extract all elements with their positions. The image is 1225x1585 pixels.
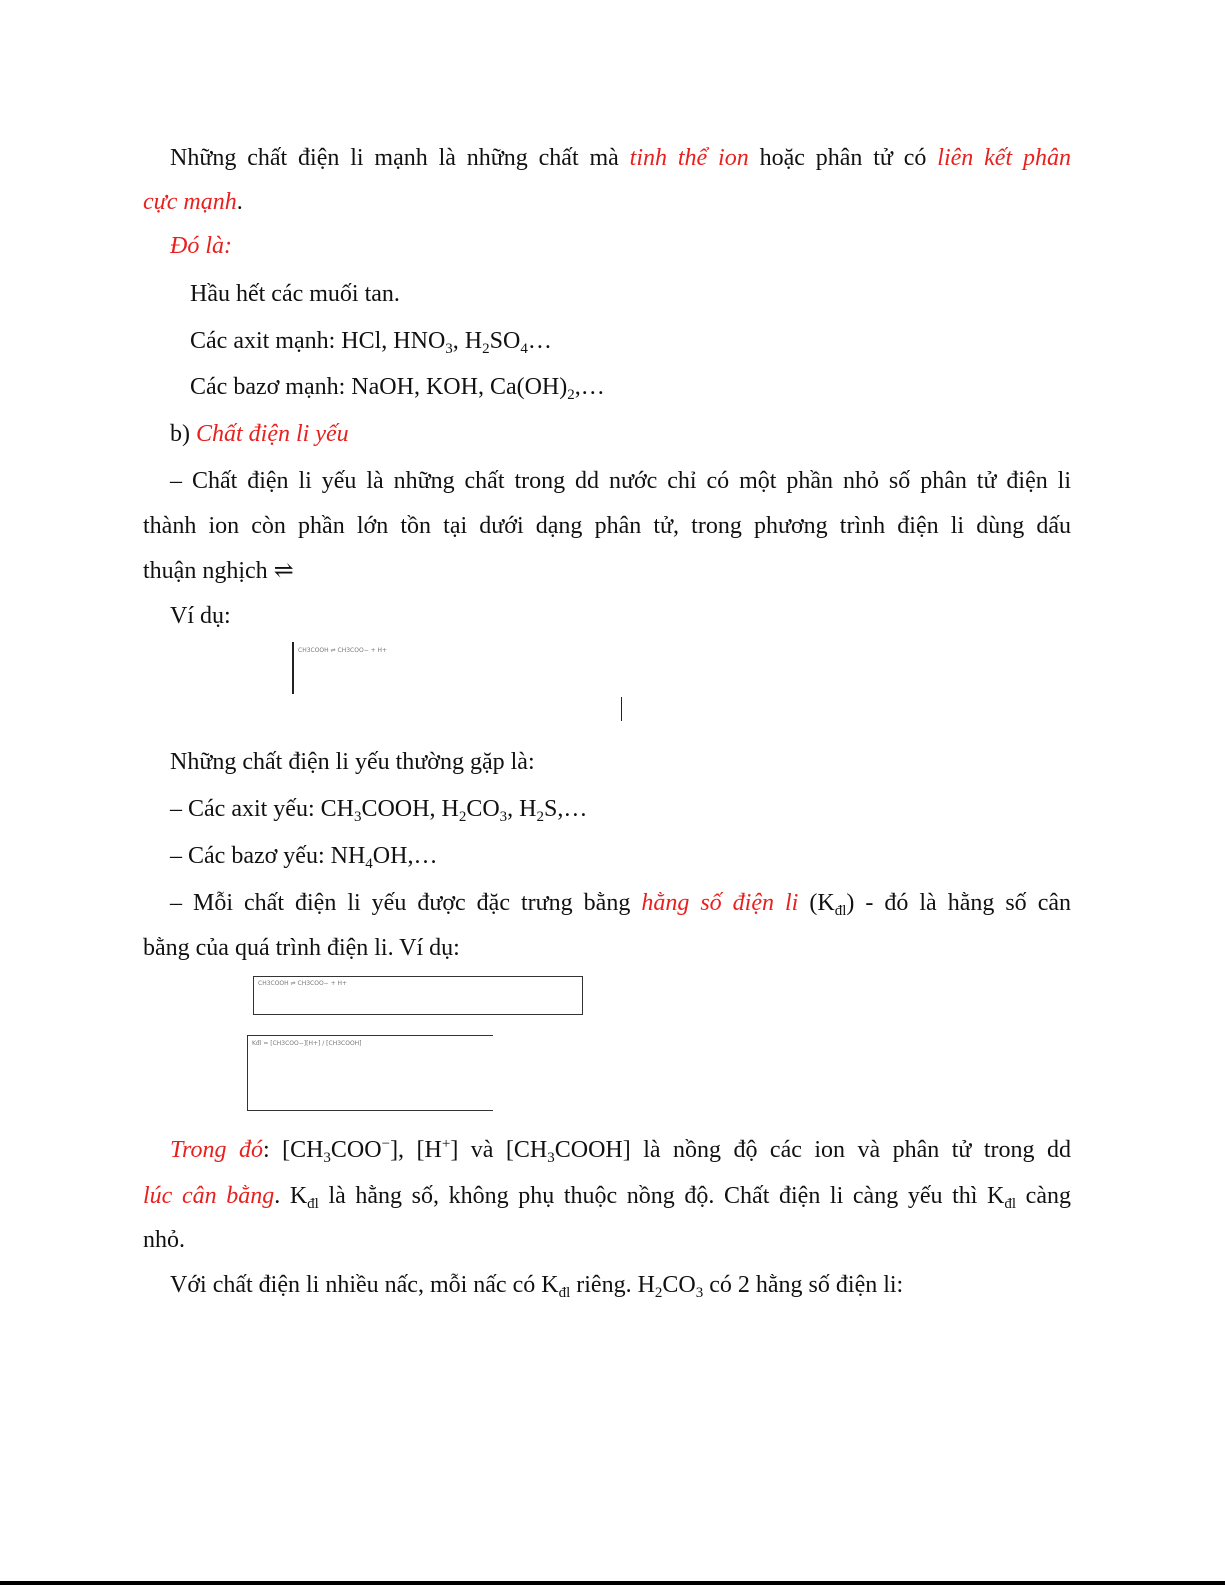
text: Các axit mạnh: HCl, HNO [190,328,446,354]
heading-weak-electrolytes [170,419,1098,449]
subscript: 3 [547,1150,555,1166]
superscript: + [441,1136,451,1152]
text: COO [330,1137,382,1163]
paragraph-dissociation-constant [170,888,1071,918]
common-weak-heading: Những chất điện li yếu thường gặp là: [170,749,535,775]
subscript: đl [834,903,847,919]
text: ], [H [390,1137,442,1163]
text: , H [507,796,537,822]
paragraph-trong-do-end: nhỏ. [143,1227,185,1253]
paragraph-weak-line2: thành ion còn phần lớn tồn tại dưới dạng phân tử, trong phương trình điện li dùng dấu [143,513,1071,539]
text: có 2 hằng số điện li: [703,1272,904,1298]
heading-do-la [170,231,1098,261]
item-weak-acids [170,794,1098,824]
subscript: 3 [695,1285,704,1301]
equation-caption-3: Kđl = [CH3COO−][H+] / [CH3COOH] [252,1040,362,1047]
highlight-polar-bond: liên kết phân [937,145,1071,171]
item-weak-bases [170,841,1098,871]
text: COOH, H [361,796,459,822]
subscript: 2 [654,1285,663,1301]
text: COOH] là nồng độ các ion và phân tử trong dd [554,1137,1071,1163]
item-strong-acids [190,326,1118,356]
text: – Các axit yếu: CH [170,796,354,822]
text: càng [1016,1183,1071,1209]
subscript: đl [558,1285,571,1301]
highlight-dissociation-constant: hằng số điện li [641,890,799,916]
highlight-ionic-crystal: tinh thể ion [629,145,749,171]
paragraph-weak-line3: thuận nghịch ⇌ [143,558,294,584]
subscript: 3 [323,1150,331,1166]
subscript: đl [1004,1196,1017,1212]
text: – Mỗi chất điện li yếu được đặc trưng bằng [170,890,642,916]
text: b) [170,421,196,447]
paragraph-weak-line1: – Chất điện li yếu là những chất trong dd nước chỉ có một phần nhỏ số phân tử điện li [170,468,1071,494]
subscript: 4 [365,856,373,872]
equation-image-3 [247,1035,493,1111]
paragraph-trong-do [170,1135,1071,1165]
item-soluble-salts: Hầu hết các muối tan. [190,281,400,307]
paragraph-trong-do-cont [143,1181,1071,1211]
weak-electrolyte-title: Chất điện li yếu [196,421,349,447]
text: hoặc phân tử có [748,145,938,171]
paragraph-polyprotic [170,1270,1098,1300]
text: ] và [CH [450,1137,548,1163]
text: … [527,328,552,354]
text: ) - đó là hằng số cân [846,890,1071,916]
subscript: đl [307,1196,319,1212]
text: – Các bazơ yếu: NH [170,843,366,869]
subscript: 2 [536,809,544,825]
paragraph-strong-electrolytes [170,143,1071,173]
subscript: 2 [567,387,575,403]
highlight-equilibrium: lúc cân bằng [143,1183,275,1209]
text: Những chất điện li mạnh là những chất mà [170,145,630,171]
example-label: Ví dụ: [170,603,231,629]
equation-caption-1: CH3COOH ⇌ CH3COO− + H+ [298,647,388,654]
subscript: 4 [520,341,528,357]
equation-caption-2: CH3COOH ⇌ CH3COO− + H+ [258,980,348,987]
text: OH,… [372,843,438,869]
text: . [236,189,243,215]
text: . K [274,1183,308,1209]
equation-image-2 [253,976,583,1015]
paragraph-strong-electrolytes-cont [143,187,1071,217]
image-border-left [292,642,294,694]
subscript: 3 [353,809,362,825]
superscript: − [381,1136,391,1152]
text: S,… [544,796,588,822]
text: Các bazơ mạnh: NaOH, KOH, Ca(OH) [190,374,568,400]
equation-image-1 [290,642,630,724]
paragraph-dissociation-cont: bằng của quá trình điện li. Ví dụ: [143,935,460,961]
text: : [CH [262,1137,324,1163]
image-border-right [621,697,622,721]
text: , H [452,328,483,354]
text: riêng. H [570,1272,655,1298]
text: SO [489,328,521,354]
text: Với chất điện li nhiều nấc, mỗi nấc có K [170,1272,559,1298]
text: ,… [574,374,605,400]
text: (K [798,890,835,916]
item-strong-bases [190,372,1118,402]
text: là hằng số, không phụ thuộc nồng độ. Chất điện li càng yếu thì K [318,1183,1005,1209]
subscript: 2 [482,341,490,357]
text: CO [662,1272,696,1298]
highlight-strong-polar: cực mạnh [143,189,237,215]
subscript: 3 [445,341,453,357]
trong-do-label: Trong đó [170,1137,263,1163]
subscript: 3 [499,809,508,825]
subscript: 2 [458,809,467,825]
page-bottom-border [0,1581,1225,1585]
text: CO [466,796,500,822]
do-la-label: Đó là: [170,233,232,259]
